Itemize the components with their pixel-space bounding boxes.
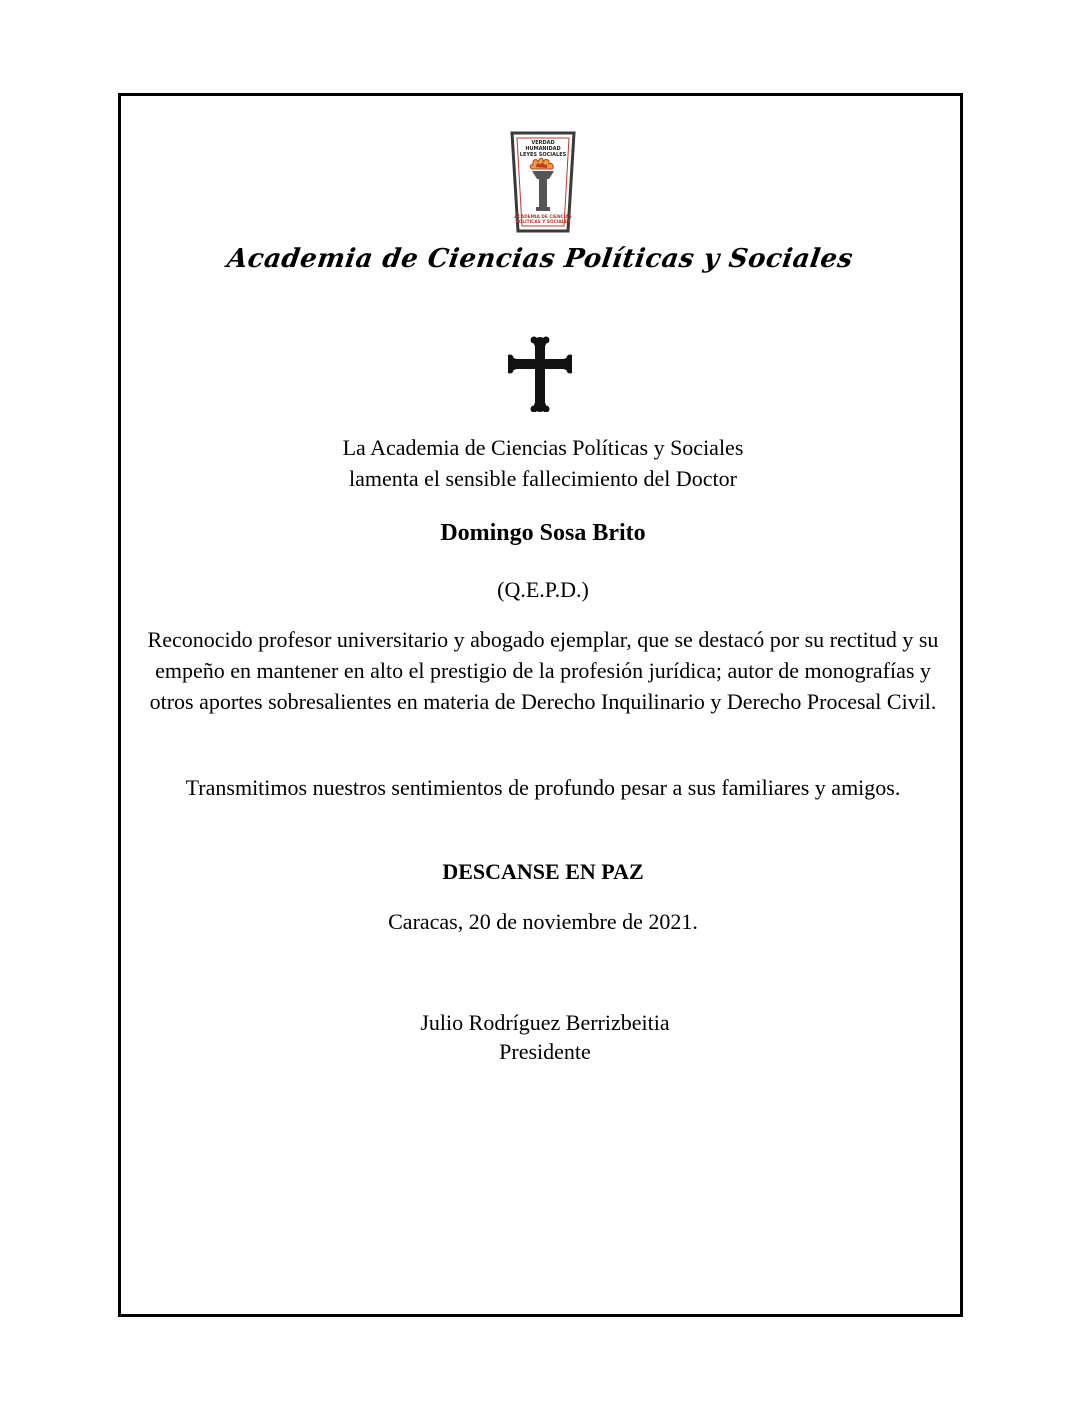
- rip-heading: DESCANSE EN PAZ: [442, 859, 644, 884]
- date-line: Caracas, 20 de noviembre de 2021.: [388, 909, 698, 934]
- bio-paragraph: Reconocido profesor universitario y abogado ejemplar, que se destacó por su rectitud y su empeño en mantener en alto el prestigio de la profesión jurídica; autor de monografías y otros aportes sobresalientes en materia de Derecho Inquilinario y Derecho Procesal Civil.: [147, 627, 939, 714]
- logo-motto-3: LEYES SOCIALES: [519, 152, 567, 158]
- logo-name-1: ACADEMIA DE CIENCIAS: [514, 215, 572, 220]
- announcement-line-1: La Academia de Ciencias Políticas y Sociales: [342, 435, 744, 460]
- org-title: Academia de Ciencias Políticas y Sociales: [225, 244, 855, 274]
- academy-logo: [498, 131, 588, 233]
- signature-block: [380, 1008, 710, 1066]
- signer-name: Julio Rodríguez Berrizbeitia: [420, 1010, 670, 1035]
- condolence-paragraph: Transmitimos nuestros sentimientos de profundo pesar a sus familiares y amigos.: [185, 775, 901, 800]
- announcement: [140, 432, 946, 494]
- qepd-label: (Q.E.P.D.): [497, 577, 589, 602]
- logo-motto-2: HUMANIDAD: [525, 146, 561, 152]
- signer-title: Presidente: [499, 1039, 591, 1064]
- logo-name-2: POLITICAS Y SOCIALES: [515, 220, 571, 225]
- logo-motto-1: VERDAD: [531, 140, 555, 146]
- announcement-line-2: lamenta el sensible fallecimiento del Doctor: [349, 466, 737, 491]
- deceased-name: Domingo Sosa Brito: [440, 520, 646, 546]
- cross-icon: [508, 336, 572, 412]
